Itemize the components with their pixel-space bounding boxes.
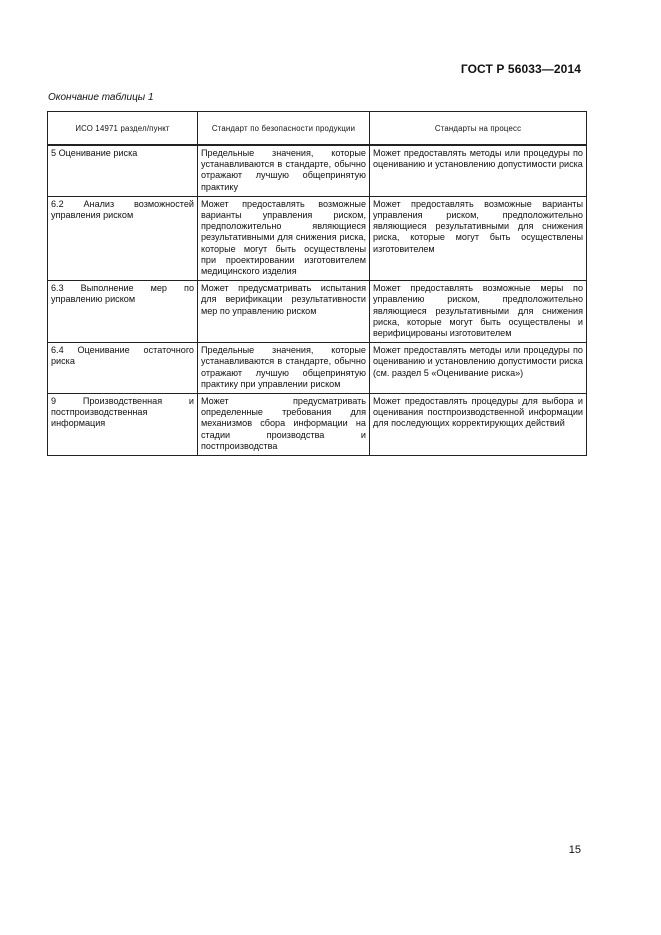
cell-process: Может предоставлять возможные меры по управлению риском, предположительно являющиеся результативными для снижения риска, которые могут быть осуществлены и верифицированы изготовителем [370, 281, 587, 343]
cell-section: 6.2 Анализ возможностей управления риском [48, 196, 198, 280]
cell-product-safety: Предельные значения, которые устанавливаются в стандарте, обычно отражают лучшую общепринятую практику [198, 145, 370, 196]
cell-section: 6.3 Выполнение мер по управлению риском [48, 281, 198, 343]
table-header-row [48, 112, 587, 146]
cell-process: Может предоставлять методы или процедуры по оцениванию и установлению допустимости риска [370, 145, 587, 196]
cell-product-safety: Может предусматривать определенные требования для механизмов сбора информации на стадии производства и постпроизводства [198, 394, 370, 456]
table-row [48, 196, 587, 280]
table-row [48, 394, 587, 456]
table-row [48, 343, 587, 394]
cell-section: 9 Производственная и постпроизводственная информация [48, 394, 198, 456]
cell-process: Может предоставлять процедуры для выбора и оценивания постпроизводственной информации для последующих корректирующих действий [370, 394, 587, 456]
column-header-process-standards: Стандарты на процесс [370, 112, 587, 146]
cell-section: 5 Оценивание риска [48, 145, 198, 196]
document-id: ГОСТ Р 56033—2014 [460, 62, 581, 76]
cell-section: 6.4 Оценивание остаточного риска [48, 343, 198, 394]
cell-product-safety: Предельные значения, которые устанавливаются в стандарте, обычно отражают лучшую общепринятую практику при управлении риском [198, 343, 370, 394]
table-caption: Окончание таблицы 1 [48, 92, 154, 103]
page-number: 15 [568, 844, 581, 856]
table-row [48, 281, 587, 343]
table-row [48, 145, 587, 196]
cell-process: Может предоставлять возможные варианты управления риском, предположительно являющиеся результативными для снижения риска, которые могут быть осуществлены изготовителем [370, 196, 587, 280]
column-header-product-safety: Стандарт по безопасности продукции [198, 112, 370, 146]
column-header-iso-section: ИСО 14971 раздел/пункт [48, 112, 198, 146]
cell-product-safety: Может предоставлять возможные варианты управления риском, предположительно являющиеся результативными для снижения риска, которые могут быть осуществлены при проектировании изготовителем медицинского изделия [198, 196, 370, 280]
cell-process: Может предоставлять методы или процедуры по оцениванию и установлению допустимости риска (см. раздел 5 «Оценивание риска») [370, 343, 587, 394]
standards-table [47, 111, 587, 456]
cell-product-safety: Может предусматривать испытания для верификации результативности мер по управлению риском [198, 281, 370, 343]
